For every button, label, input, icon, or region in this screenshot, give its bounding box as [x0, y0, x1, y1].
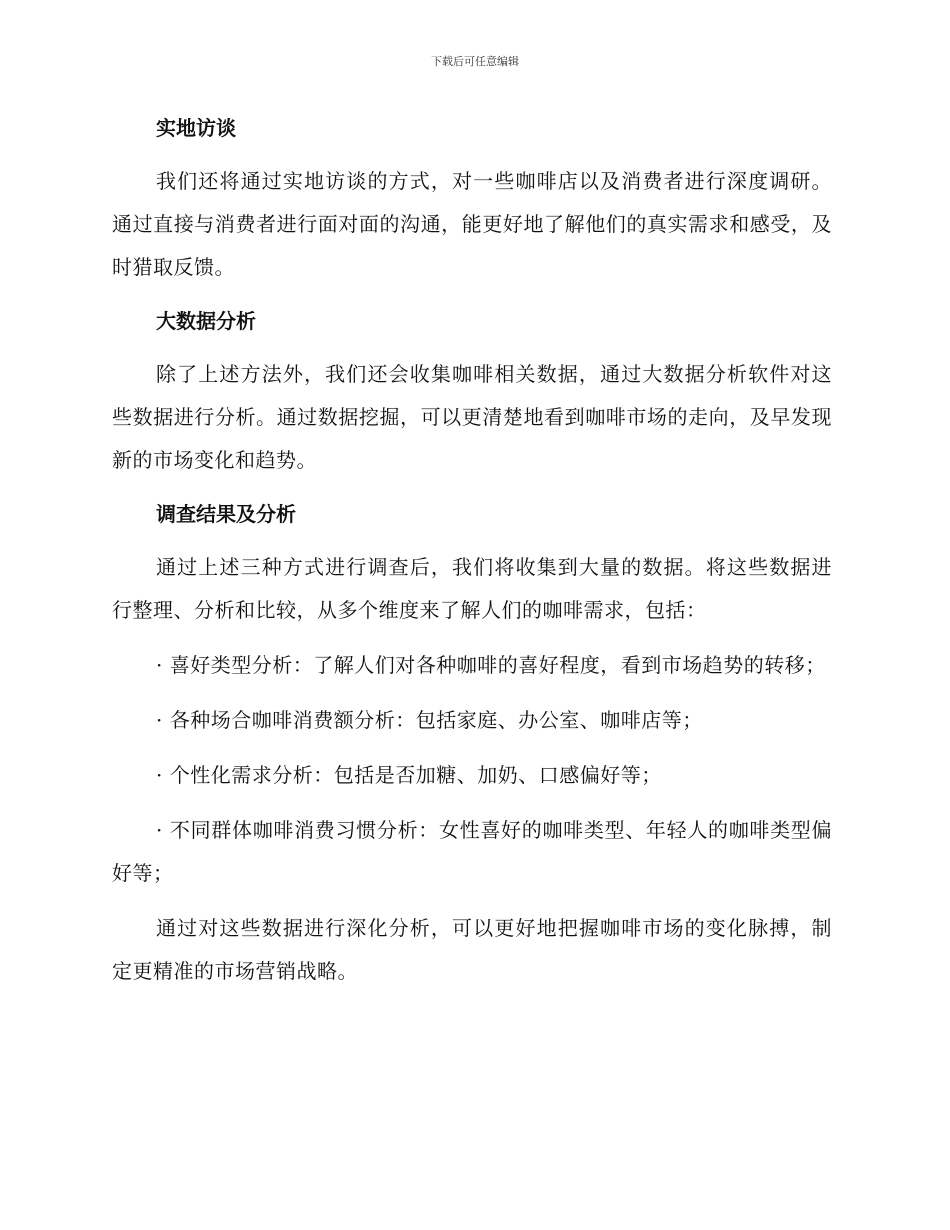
document-body — [112, 108, 832, 993]
paragraph-interview: 我们还将通过实地访谈的方式，对一些咖啡店以及消费者进行深度调研。通过直接与消费者进行面对面的沟通，能更好地了解他们的真实需求和感受，及时猎取反馈。 — [112, 169, 832, 279]
section-heading-bigdata: 大数据分析 — [156, 309, 256, 333]
bullet-item: · 喜好类型分析：了解人们对各种咖啡的喜好程度，看到市场趋势的转移； — [156, 653, 826, 677]
bullet-item: · 个性化需求分析：包括是否加糖、加奶、口感偏好等； — [156, 763, 662, 787]
paragraph-results: 通过上述三种方式进行调查后，我们将收集到大量的数据。将这些数据进行整理、分析和比较，从多个维度来了解人们的咖啡需求，包括： — [112, 555, 832, 622]
bullet-item: · 各种场合咖啡消费额分析：包括家庭、办公室、咖啡店等； — [156, 708, 703, 732]
section-heading-results: 调查结果及分析 — [156, 502, 296, 526]
bullet-item: · 不同群体咖啡消费习惯分析：女性喜好的咖啡类型、年轻人的咖啡类型偏好等； — [112, 818, 832, 885]
section-heading-interview: 实地访谈 — [156, 116, 236, 140]
paragraph-bigdata: 除了上述方法外，我们还会收集咖啡相关数据，通过大数据分析软件对这些数据进行分析。通过数据挖掘，可以更清楚地看到咖啡市场的走向，及早发现新的市场变化和趋势。 — [112, 362, 832, 472]
paragraph-conclusion: 通过对这些数据进行深化分析，可以更好地把握咖啡市场的变化脉搏，制定更精准的市场营销战略。 — [112, 916, 832, 983]
page-header: 下载后可任意编辑 — [431, 55, 519, 68]
